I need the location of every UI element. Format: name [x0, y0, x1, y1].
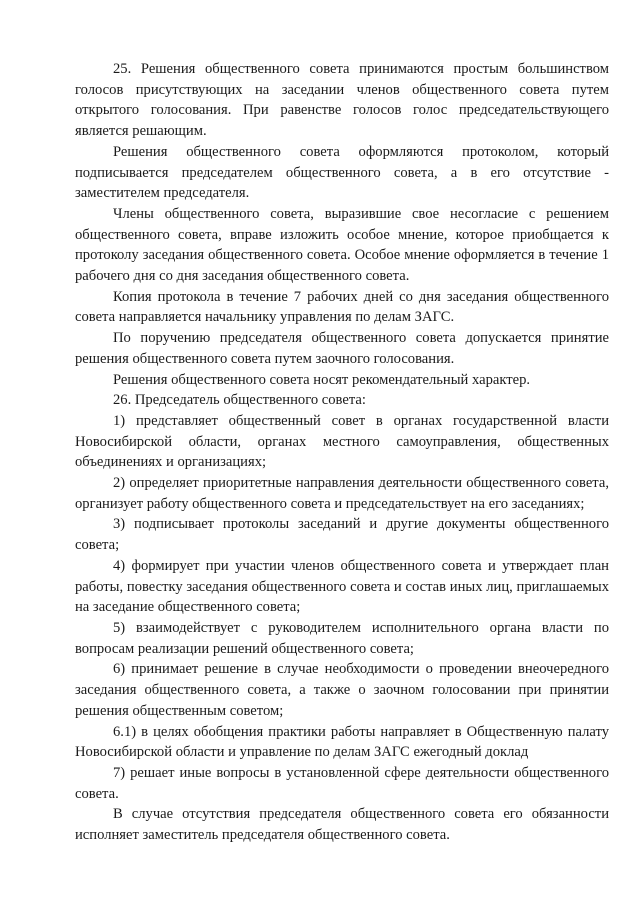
- list-item-7: 7) решает иные вопросы в установленной сфере деятельности общественного совета.: [75, 764, 609, 802]
- list-item-4: 4) формирует при участии членов общественного совета и утверждает план работы, повестку заседания общественного совета и состав иных лиц, приглашаемых на заседание общественного совета;: [75, 557, 609, 616]
- list-item-2: 2) определяет приоритетные направления деятельности общественного совета, организует работу общественного совета и председательствует на его заседаниях;: [75, 475, 609, 512]
- paragraph-absentee-voting: По поручению председателя общественного совета допускается принятие решения общественного совета путем заочного голосования.: [75, 330, 609, 367]
- list-item-5: 5) взаимодействует с руководителем исполнительного органа власти по вопросам реализации решений общественного совета;: [75, 619, 609, 657]
- paragraph-deputy: В случае отсутствия председателя общественного совета его обязанности исполняет заместитель председателя общественного совета.: [75, 806, 609, 844]
- list-item-3: 3) подписывает протоколы заседаний и другие документы общественного совета;: [75, 516, 609, 554]
- paragraph-25-decisions: 25. Решения общественного совета принимаются простым большинством голосов присутствующих на заседании членов общественного совета путем открытого голосования. При равенстве голосов голос председательствующего является решающим.: [75, 61, 609, 140]
- paragraph-protocol-copy: Копия протокола в течение 7 рабочих дней со дня заседания общественного совета направляется начальнику управления по делам ЗАГС.: [75, 288, 609, 326]
- paragraph-26-chairman: 26. Председатель общественного совета:: [113, 392, 366, 409]
- paragraph-dissenting-opinion: Члены общественного совета, выразившие свое несогласие с решением общественного совета, вправе изложить особое мнение, которое приобщается к протоколу заседания общественного совета. Особое мнение оформляется в течение 1 рабочего дня со дня заседания общественного совета.: [75, 205, 609, 285]
- document-page: [75, 59, 609, 846]
- list-item-6-1: 6.1) в целях обобщения практики работы направляет в Общественную палату Новосибирской области и управление по делам ЗАГС ежегодный доклад: [75, 723, 609, 761]
- list-item-6: 6) принимает решение в случае необходимости о проведении внеочередного заседания общественного совета, а также о заочном голосовании при принятии решения общественным советом;: [75, 661, 609, 719]
- list-item-1: 1) представляет общественный совет в органах государственной власти Новосибирской области, органах местного самоуправления, общественных объединениях и организациях;: [75, 412, 609, 471]
- paragraph-advisory-nature: Решения общественного совета носят рекомендательный характер.: [113, 371, 531, 388]
- paragraph-protocol: Решения общественного совета оформляются протоколом, который подписывается председателем общественного совета, а в его отсутствие - заместителем председателя.: [75, 143, 609, 202]
